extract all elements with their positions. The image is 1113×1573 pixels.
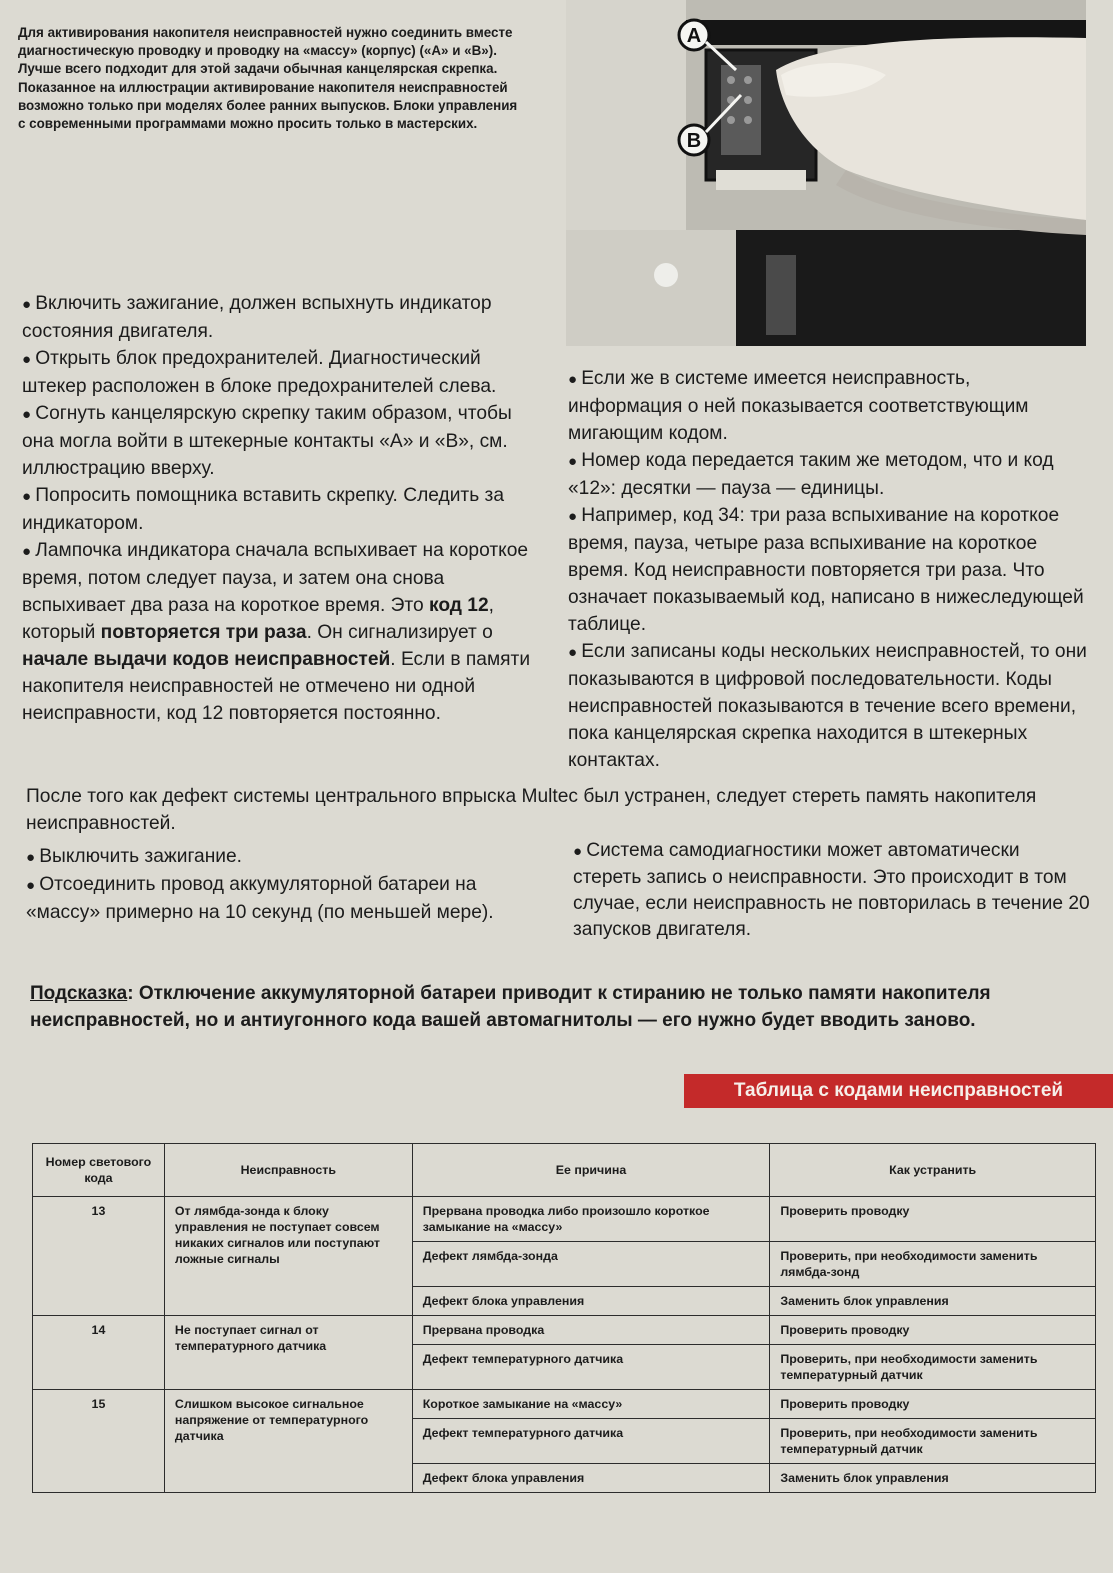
erase-steps-left bbox=[26, 843, 536, 926]
code-cell: 13 bbox=[33, 1197, 165, 1316]
cause-cell: Дефект температурного датчика bbox=[412, 1419, 770, 1464]
header-code: Номер светового кода bbox=[33, 1144, 165, 1197]
indicator-text-2: , который bbox=[22, 595, 494, 643]
cause-cell: Прервана проводка bbox=[412, 1316, 770, 1345]
cause-cell: Дефект блока управления bbox=[412, 1287, 770, 1316]
fix-cell: Проверить, при необходимости заменить лямбда-зонд bbox=[770, 1242, 1096, 1287]
indicator-text-4: . Если в памяти накопителя неисправностей не отмечено ни одной неисправности, код 12 повторяется постоянно. bbox=[22, 649, 531, 724]
tip-text: : Отключение аккумуляторной батареи приводит к стиранию не только памяти накопителя неисправностей, но и антиугонного кода вашей автомагнитолы — его нужно будет вводить заново. bbox=[30, 983, 991, 1031]
tip-box bbox=[30, 980, 1095, 1034]
step-insert-clip: ● Попросить помощника вставить скрепку. Следить за индикатором. bbox=[22, 482, 532, 537]
instructions-right-column bbox=[568, 365, 1088, 774]
fix-cell: Проверить проводку bbox=[770, 1197, 1096, 1242]
fault-codes-table bbox=[32, 1143, 1096, 1493]
cause-cell: Дефект лямбда-зонда bbox=[412, 1242, 770, 1287]
label-b: B bbox=[686, 130, 702, 152]
code-12-bold: код 12 bbox=[428, 595, 489, 616]
fault-cell: От лямбда-зонда к блоку управления не поступает совсем никаких сигналов или поступают ложные сигналы bbox=[164, 1197, 412, 1316]
fix-cell: Заменить блок управления bbox=[770, 1287, 1096, 1316]
fix-cell: Заменить блок управления bbox=[770, 1464, 1096, 1493]
start-codes-bold: начале выдачи кодов неисправностей bbox=[22, 649, 391, 670]
header-fault: Неисправность bbox=[164, 1144, 412, 1197]
table-row bbox=[33, 1197, 1096, 1242]
indicator-text-3: . Он сигнализирует о bbox=[306, 622, 493, 643]
fix-cell: Проверить, при необходимости заменить температурный датчик bbox=[770, 1345, 1096, 1390]
fault-cell: Не поступает сигнал от температурного датчика bbox=[164, 1316, 412, 1390]
repeats-three-bold: повторяется три раза bbox=[100, 622, 307, 643]
cause-cell: Короткое замыкание на «массу» bbox=[412, 1390, 770, 1419]
tip-label: Подсказка bbox=[30, 983, 128, 1004]
intro-paragraph: Для активирования накопителя неисправностей нужно соединить вместе диагностическую проводку и проводку на «массу» (корпус) («А» и «В»). Лучше всего подходит для этой задачи обычная канцелярская скрепка. Показанное на иллюстрации активирование накопителя неисправностей возможно только при моделях более ранних выпусков. Блоки управления с современными программами можно просить только в мастерских. bbox=[18, 25, 518, 132]
erase-memory-intro: После того как дефект системы центрального впрыска Multec был устранен, следует стереть память накопителя неисправностей. bbox=[26, 786, 1037, 834]
table-header-row bbox=[33, 1144, 1096, 1197]
header-cause: Ее причина bbox=[412, 1144, 770, 1197]
step-bend-clip: ● Согнуть канцелярскую скрепку таким образом, чтобы она могла войти в штекерные контакты «А» и «В», см. иллюстрацию вверху. bbox=[22, 400, 532, 482]
fault-code-info: ● Если же в системе имеется неисправность, информация о ней показывается соответствующим мигающим кодом. bbox=[568, 365, 1088, 447]
fix-cell: Проверить проводку bbox=[770, 1316, 1096, 1345]
code-cell: 14 bbox=[33, 1316, 165, 1390]
erase-steps-right bbox=[573, 838, 1093, 943]
step-open-fuse-box: ● Открыть блок предохранителей. Диагностический штекер расположен в блоке предохранителей слева. bbox=[22, 345, 532, 400]
cause-cell: Дефект блока управления bbox=[412, 1464, 770, 1493]
fault-cell: Слишком высокое сигнальное напряжение от температурного датчика bbox=[164, 1390, 412, 1493]
connector-photo bbox=[566, 0, 1086, 346]
step-indicator-flash bbox=[22, 537, 532, 727]
cause-cell: Дефект температурного датчика bbox=[412, 1345, 770, 1390]
code-transmission-method: ● Номер кода передается таким же методом, что и код «12»: десятки — пауза — единицы. bbox=[568, 447, 1088, 502]
header-fix: Как устранить bbox=[770, 1144, 1096, 1197]
code-cell: 15 bbox=[33, 1390, 165, 1493]
fix-cell: Проверить, при необходимости заменить температурный датчик bbox=[770, 1419, 1096, 1464]
step-ignition-off: ● Выключить зажигание. bbox=[26, 843, 536, 871]
indicator-text-1: Лампочка индикатора сначала вспыхивает на короткое время, потом следует пауза, и затем она снова вспыхивает два раза на короткое время. Это bbox=[22, 540, 529, 616]
table-row bbox=[33, 1390, 1096, 1419]
cause-cell: Прервана проводка либо произошло короткое замыкание на «массу» bbox=[412, 1197, 770, 1242]
self-diagnosis-auto-erase: ● Система самодиагностики может автоматически стереть запись о неисправности. Это происходит в том случае, если неисправность не повторилась в течение 20 запусков двигателя. bbox=[573, 838, 1093, 943]
table-title-banner: Таблица с кодами неисправностей bbox=[684, 1074, 1113, 1108]
multiple-codes-info: ● Если записаны коды нескольких неисправностей, то они показываются в цифровой последовательности. Коды неисправностей показываются в течение всего времени, пока канцелярская скрепка находится в штекерных контактах. bbox=[568, 638, 1088, 774]
connector-illustration bbox=[566, 0, 1086, 346]
step-ignition-on: ● Включить зажигание, должен вспыхнуть индикатор состояния двигателя. bbox=[22, 290, 532, 345]
table-row bbox=[33, 1316, 1096, 1345]
instructions-left-column bbox=[22, 290, 532, 727]
step-disconnect-battery: ● Отсоединить провод аккумуляторной батареи на «массу» примерно на 10 секунд (по меньшей мере). bbox=[26, 871, 536, 926]
label-a: A bbox=[686, 25, 702, 47]
code-34-example: ● Например, код 34: три раза вспыхивание на короткое время, пауза, четыре раза вспыхивание на короткое время. Код неисправности повторяется три раза. Что означает показываемый код, написано в нижеследующей таблице. bbox=[568, 502, 1088, 638]
fix-cell: Проверить проводку bbox=[770, 1390, 1096, 1419]
